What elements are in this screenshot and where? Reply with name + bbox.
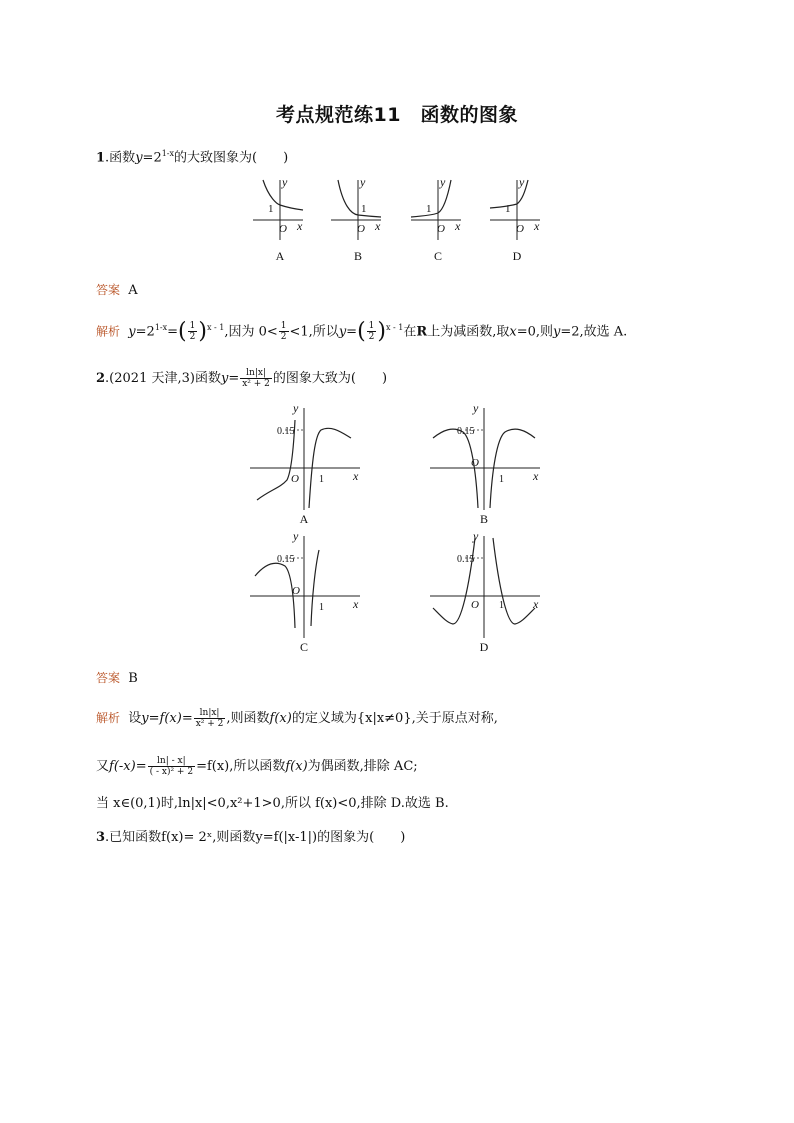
tick-label: 1 — [319, 474, 324, 485]
math-exp: 1-x — [154, 323, 168, 332]
option-label: D — [512, 249, 522, 263]
question-text: .已知函数f(x)= 2ˣ,则函数y=f(|x-1|)的图象为( ) — [105, 830, 406, 845]
math-text: 又 — [96, 759, 110, 774]
origin-label: O — [291, 473, 299, 485]
q1-graph-c — [411, 175, 461, 263]
q1-graph-d — [490, 175, 540, 263]
math-text: 在 — [403, 324, 417, 340]
math-var: y — [128, 324, 136, 340]
math-var: x — [509, 324, 517, 340]
tick-label: 0.15 — [457, 426, 475, 437]
math-text: =2 — [135, 324, 155, 340]
y-axis-label: y — [519, 175, 525, 189]
y-axis-label: y — [282, 175, 288, 189]
origin-label: O — [516, 223, 524, 235]
q1-option-graphs — [245, 170, 575, 265]
question-number: 1 — [96, 150, 106, 166]
option-label: C — [299, 640, 309, 654]
question-number: 2 — [96, 371, 106, 386]
q2-answer — [96, 670, 138, 687]
tick-label: 1 — [505, 203, 511, 215]
q1-graph-a — [253, 175, 303, 263]
question-2 — [96, 368, 387, 389]
math-text: =2,故选 A. — [560, 324, 628, 340]
x-axis-label: x — [375, 219, 381, 233]
math-text: 设 — [128, 711, 142, 726]
answer-value: B — [128, 671, 138, 686]
math-var: y — [135, 150, 143, 166]
curve — [493, 538, 535, 624]
math-exp: 1-x — [161, 149, 175, 158]
tick-label: 1 — [361, 203, 367, 215]
x-axis-label: x — [534, 219, 540, 233]
page-title: 考点规范练11 函数的图象 — [276, 104, 518, 126]
math-text: =0,则 — [516, 324, 553, 340]
tick-label: 1 — [319, 602, 324, 613]
y-axis-label: y — [293, 401, 299, 415]
fraction: $\frac{1}{2}$ — [189, 321, 196, 343]
q2-graph-c — [250, 529, 360, 654]
tick-label: 1 — [499, 474, 504, 485]
fraction: $\frac{\ln|x|}{\text{x² + 2}}$ — [195, 708, 224, 729]
answer-value: A — [128, 283, 138, 298]
q2-graph-d — [430, 529, 540, 654]
math-text: 的定义域为{x|x≠0},关于原点对称, — [291, 711, 498, 726]
x-axis-label: x — [353, 469, 359, 483]
question-text: .(2021 天津,3)函数 — [105, 371, 221, 386]
math-expr: y=f(x)= — [141, 711, 193, 726]
origin-label: O — [292, 585, 300, 597]
math-expr: f(x) — [285, 759, 308, 774]
question-3 — [96, 830, 405, 846]
y-axis-label: y — [360, 175, 366, 189]
math-expr: f(x) — [269, 711, 292, 726]
curve — [490, 429, 535, 508]
q1-analysis: 解析 $y=2^{1-x}=$( $\frac{1}{2}$ )$^{x - 1}$,因为 0< $\frac{1}{2}$ <1,所以y=( $\frac{1}{2}$ )$^{x - 1}$在R上为减函数,取x=0,则y=2,故选 A. — [96, 318, 628, 344]
fraction: $\frac{\ln| - x|}{\text{( - x)² + 2}}$ — [149, 756, 194, 777]
y-axis-label: y — [293, 529, 299, 543]
origin-label: O — [437, 223, 445, 235]
q2-option-graphs — [245, 400, 555, 660]
question-1 — [96, 146, 288, 166]
origin-label: O — [471, 457, 479, 469]
fraction: $\frac{1}{2}$ — [368, 321, 375, 343]
origin-label: O — [471, 599, 479, 611]
math-var: y — [220, 371, 229, 386]
question-text: .函数 — [105, 150, 136, 166]
math-eq: =2 — [142, 150, 162, 166]
math-text: 为偶函数,排除 AC; — [307, 759, 418, 774]
question-text: 的大致图象为( ) — [174, 150, 289, 166]
option-label: B — [479, 512, 489, 526]
math-eq: = — [228, 371, 240, 386]
q2-analysis-line-1 — [96, 708, 498, 729]
curve — [311, 550, 319, 626]
math-expr: f(-x)= — [109, 759, 147, 774]
origin-label: O — [279, 223, 287, 235]
curve — [433, 538, 475, 624]
math-text: = — [346, 324, 358, 340]
origin-label: O — [357, 223, 365, 235]
tick-label: 1 — [268, 203, 274, 215]
question-text: 的图象大致为( ) — [272, 371, 388, 386]
math-text: ,则函数 — [226, 711, 270, 726]
q2-analysis-line-3: 当 x∈(0,1)时,ln|x|<0,x²+1>0,所以 f(x)<0,排除 D.故选 B. — [96, 796, 449, 811]
y-axis-label: y — [473, 529, 479, 543]
x-axis-label: x — [455, 219, 461, 233]
option-label: A — [299, 512, 309, 526]
tick-label: 1 — [426, 203, 432, 215]
math-set: R — [416, 324, 428, 340]
math-text: ,因为 0< — [224, 324, 278, 340]
question-number: 3 — [96, 830, 106, 845]
math-text: <1,所以 — [289, 324, 339, 340]
math-exp: x - 1 — [386, 323, 404, 332]
fraction: $\frac{\ln|x|}{\text{x² + 2}}$ — [242, 368, 270, 389]
y-axis-label: y — [440, 175, 446, 189]
answer-label: 答案 — [96, 671, 121, 685]
tick-label: 0.15 — [277, 426, 295, 437]
x-axis-label: x — [353, 597, 359, 611]
analysis-label: 解析 — [96, 711, 121, 725]
q2-graph-b — [430, 401, 540, 526]
math-text: 上为减函数,取 — [427, 324, 510, 340]
math-var: y — [553, 324, 561, 340]
math-var: y — [338, 324, 347, 340]
x-axis-label: x — [297, 219, 303, 233]
option-label: C — [433, 249, 443, 263]
answer-label: 答案 — [96, 283, 121, 297]
option-label: B — [353, 249, 363, 263]
math-exp: x - 1 — [206, 323, 225, 332]
math-text: = — [167, 324, 179, 340]
q1-answer — [96, 282, 138, 299]
option-label: A — [275, 249, 285, 263]
tick-label: 1 — [499, 600, 504, 611]
analysis-label: 解析 — [96, 324, 121, 339]
tick-label: 0.15 — [457, 554, 475, 565]
x-axis-label: x — [533, 597, 539, 611]
q1-graph-b — [331, 175, 381, 263]
q2-analysis-line-2 — [96, 756, 418, 777]
math-text: =f(x),所以函数 — [196, 759, 286, 774]
fraction: $\frac{1}{2}$ — [280, 321, 287, 343]
tick-label: 0.15 — [277, 554, 295, 565]
y-axis-label: y — [473, 401, 479, 415]
q2-graph-a — [250, 401, 360, 526]
x-axis-label: x — [533, 469, 539, 483]
option-label: D — [479, 640, 489, 654]
